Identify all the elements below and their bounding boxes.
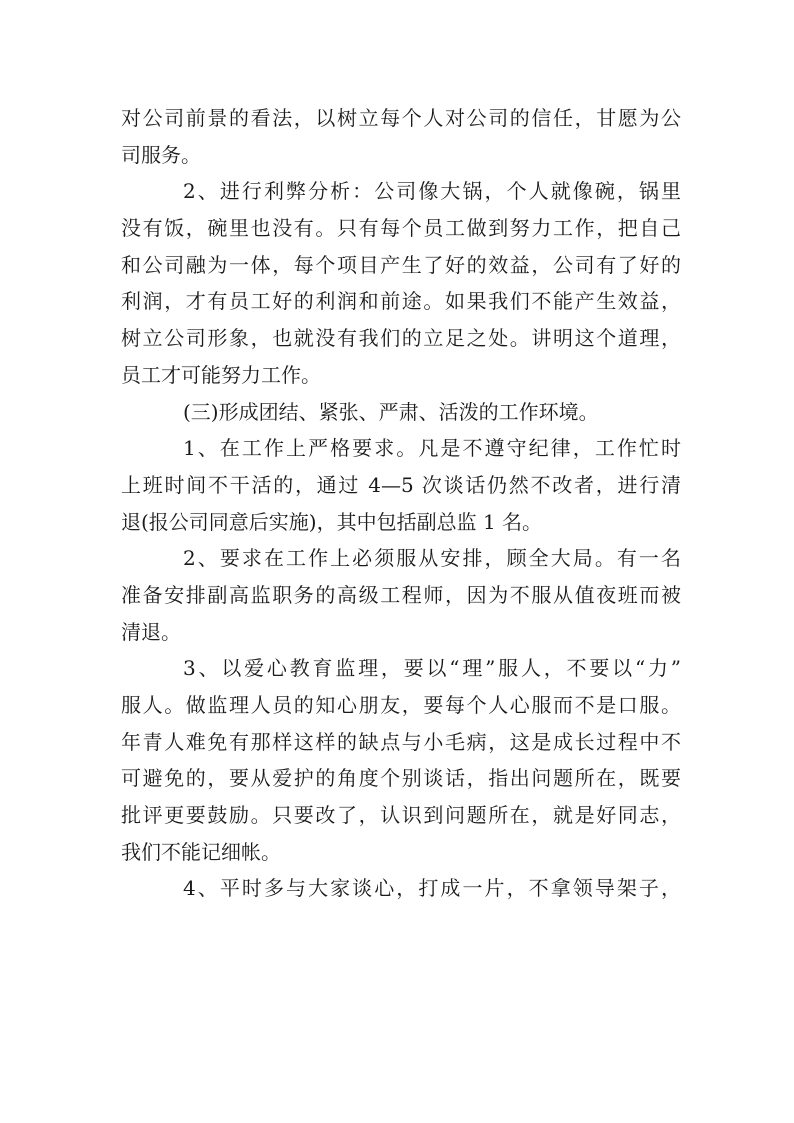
document-body [121,100,681,907]
section-heading: (三)形成团结、紧张、严肃、活泼的工作环境。 [183,399,599,424]
text-line: 上班时间不干活的，通过 4—5 次谈话仍然不改者，进行清 [121,472,681,497]
text-line: 2、进行利弊分析：公司像大锅，个人就像碗，锅里 [183,179,681,204]
text-line: 树立公司形象，也就没有我们的立足之处。讲明这个道理， [121,326,681,351]
text-line: 1、在工作上严格要求。凡是不遵守纪律，工作忙时 [183,436,681,461]
text-line: 批评更要鼓励。只要改了，认识到问题所在，就是好同志， [121,803,681,828]
text-line: 司服务。 [121,142,201,167]
text-line: 利润，才有员工好的利润和前途。如果我们不能产生效益， [121,289,681,314]
text-line: 服人。做监理人员的知心朋友，要每个人心服而不是口服。 [121,693,681,717]
text-line: 3、以爱心教育监理，要以“理”服人，不要以“力” [183,656,681,681]
text-line: 没有饭，碗里也没有。只有每个员工做到努力工作，把自己 [121,216,681,241]
text-line: 和公司融为一体，每个项目产生了好的效益，公司有了好的 [121,252,681,277]
text-line: 我们不能记细帐。 [121,839,281,864]
text-line: 准备安排副高监职务的高级工程师，因为不服从值夜班而被 [121,582,681,607]
text-line: 清退。 [121,619,181,644]
text-line: 可避免的，要从爱护的角度个别谈话，指出问题所在，既要 [121,766,681,791]
text-line: 退(报公司同意后实施)，其中包括副总监 1 名。 [121,509,543,534]
text-line: 对公司前景的看法，以树立每个人对公司的信任，甘愿为公 [121,106,681,130]
text-line: 4、平时多与大家谈心，打成一片，不拿领导架子， [183,876,681,901]
text-line: 年青人难免有那样这样的缺点与小毛病，这是成长过程中不 [121,729,681,754]
text-line: 员工才可能努力工作。 [121,362,321,387]
text-line: 2、要求在工作上必须服从安排，顾全大局。有一名 [183,546,681,571]
